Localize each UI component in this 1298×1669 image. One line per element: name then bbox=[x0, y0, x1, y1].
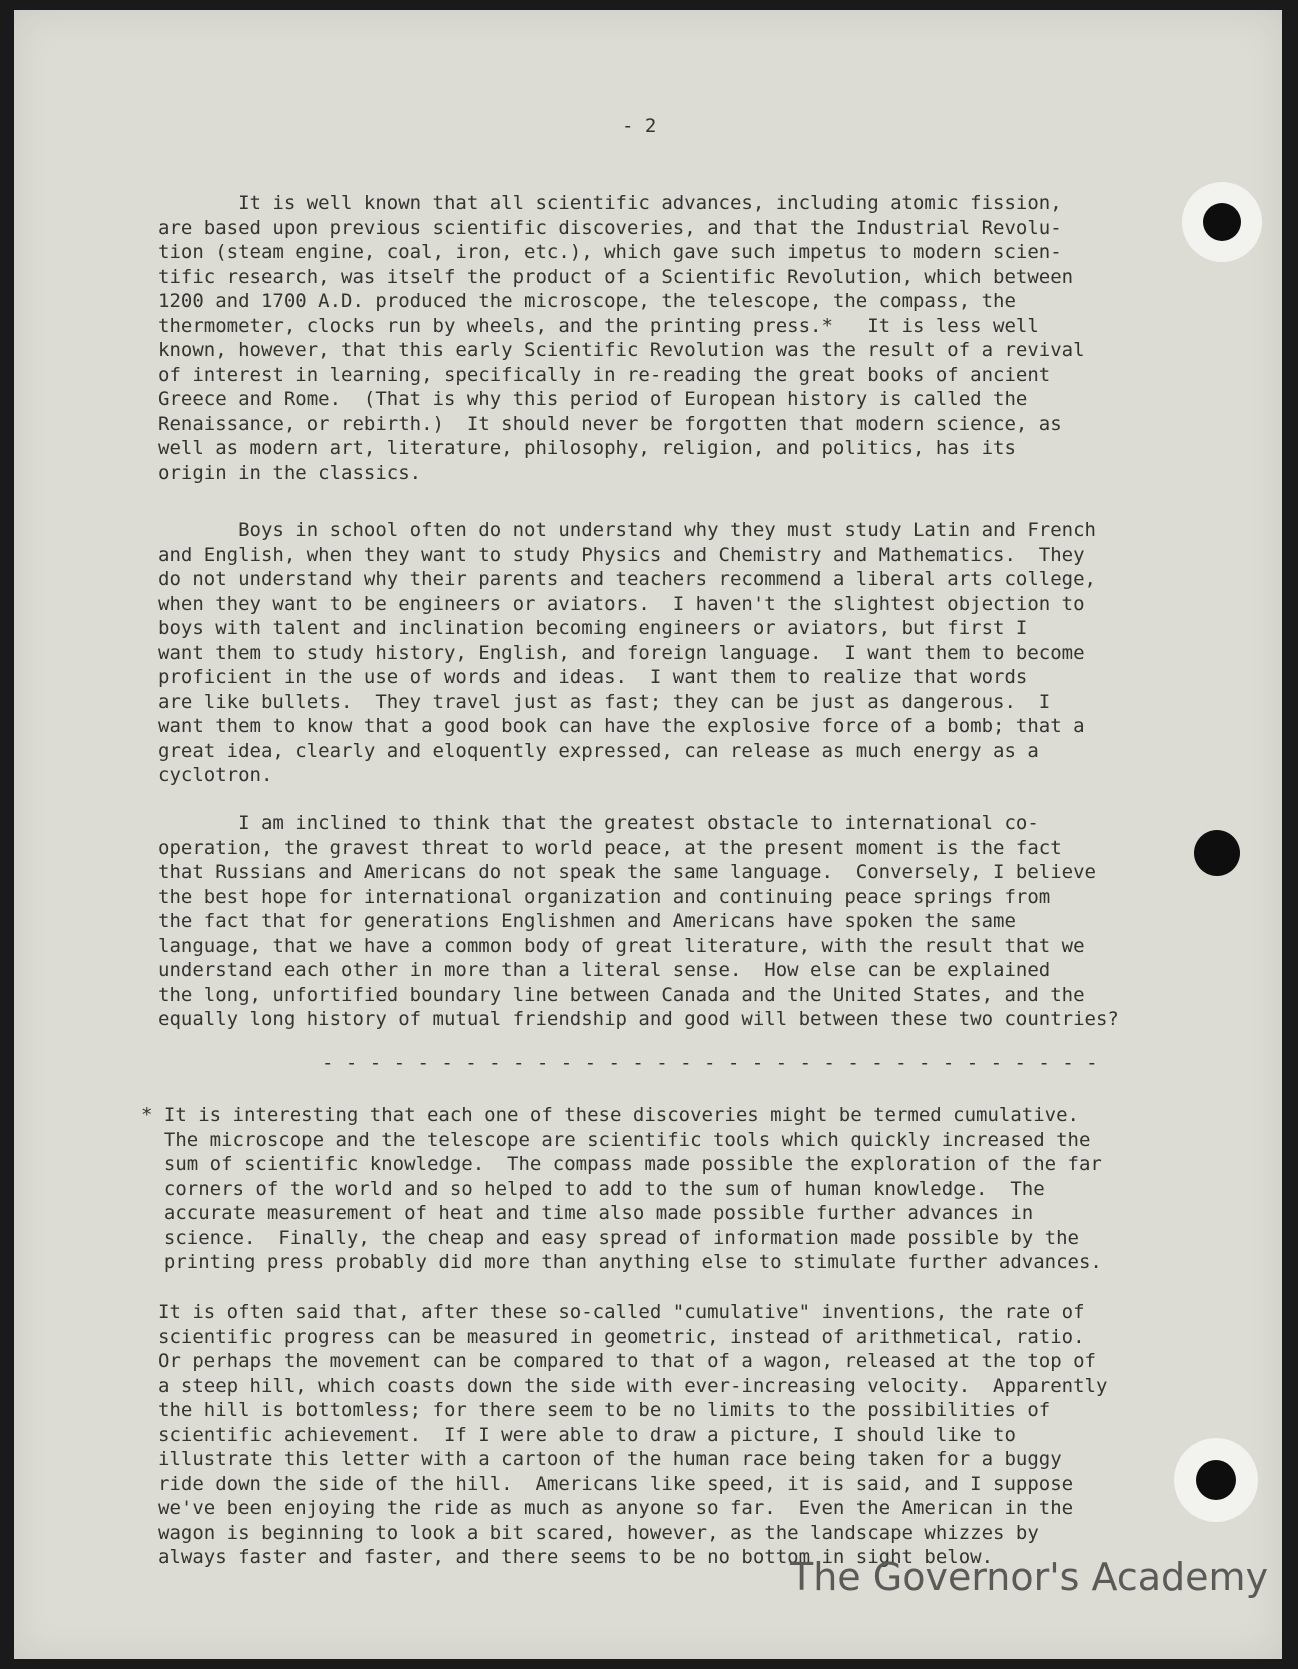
paragraph-scientific-advances: It is well known that all scientific advances, including atomic fission, are based upon previous scientific discoveries, and that the Industrial Revolu- tion (steam engine, coal, iron, etc.), which gave such impetus to modern scien- tific research, was itself the product of a Scientific Revolution, which between 1200 and 1700 A.D. produced the microscope, the telescope, the compass, the thermometer, clocks run by wheels, and the printing press.* It is less well known, however, that this early Scientific Revolution was the result of a revival of interest in learning, specifically in re-reading the great books of ancient Greece and Rome. (That is why this period of European history is called the Renaissance, or rebirth.) It should never be forgotten that modern science, as well as modern art, literature, philosophy, religion, and politics, has its origin in the classics. bbox=[158, 192, 1085, 484]
punch-hole-bottom bbox=[1196, 1460, 1236, 1500]
document-page bbox=[14, 10, 1282, 1659]
paragraph-boys-in-school: Boys in school often do not understand why they must study Latin and French and English, when they want to study Physics and Chemistry and Mathematics. They do not understand why their parents and teachers recommend a liberal arts college, when they want to be engineers or aviators. I haven't the slightest objection to boys with talent and inclination becoming engineers or aviators, but first I want them to study history, English, and foreign language. I want them to become proficient in the use of words and ideas. I want them to realize that words are like bullets. They travel just as fast; they can be just as dangerous. I want them to know that a good book can have the explosive force of a bomb; that a great idea, clearly and eloquently expressed, can release as much energy as a cyclotron. bbox=[158, 519, 1096, 786]
footnote-cumulative-discoveries: * It is interesting that each one of these discoveries might be termed cumulative. The microscope and the telescope are scientific tools which quickly increased the sum of scientific knowledge. The compass made possible the exploration of the far corners of the world and so helped to add to the sum of human knowledge. The accurate measurement of heat and time also made possible further advances in science. Finally, the cheap and easy spread of information made possible by the printing press probably did more than anything else to stimulate further advances. bbox=[141, 1104, 1102, 1273]
page-number: - 2 bbox=[622, 115, 657, 137]
footnote-separator: - - - - - - - - - - - - - - - - - - - - - - - - - - - - - - - - - bbox=[322, 1052, 1099, 1074]
punch-hole-top bbox=[1203, 203, 1241, 241]
watermark-logo-text: The Governor's Academy bbox=[790, 1555, 1269, 1599]
footnote-scientific-progress: It is often said that, after these so-called "cumulative" inventions, the rate of scientific progress can be measured in geometric, instead of arithmetical, ratio. Or perhaps the movement can be compared to that of a wagon, released at the top of a steep hill, which coasts down the side with ever-increasing velocity. Apparently the hill is bottomless; for there seem to be no limits to the possibilities of scientific achievement. If I were able to draw a picture, I should like to illustrate this letter with a cartoon of the human race being taken for a buggy ride down the side of the hill. Americans like speed, it is said, and I suppose we've been enjoying the ride as much as anyone so far. Even the American in the wagon is beginning to look a bit scared, however, as the landscape whizzes by always faster and faster, and there seems to be no bottom in sight below. bbox=[158, 1301, 1108, 1568]
punch-hole-middle bbox=[1194, 830, 1240, 876]
paragraph-international-cooperation: I am inclined to think that the greatest obstacle to international co- operation, the gravest threat to world peace, at the present moment is the fact that Russians and Americans do not speak the same language. Conversely, I believe the best hope for international organization and continuing peace springs from the fact that for generations Englishmen and Americans have spoken the same language, that we have a common body of great literature, with the result that we understand each other in more than a literal sense. How else can be explained the long, unfortified boundary line between Canada and the United States, and the equally long history of mutual friendship and good will between these two countries? bbox=[158, 812, 1119, 1030]
